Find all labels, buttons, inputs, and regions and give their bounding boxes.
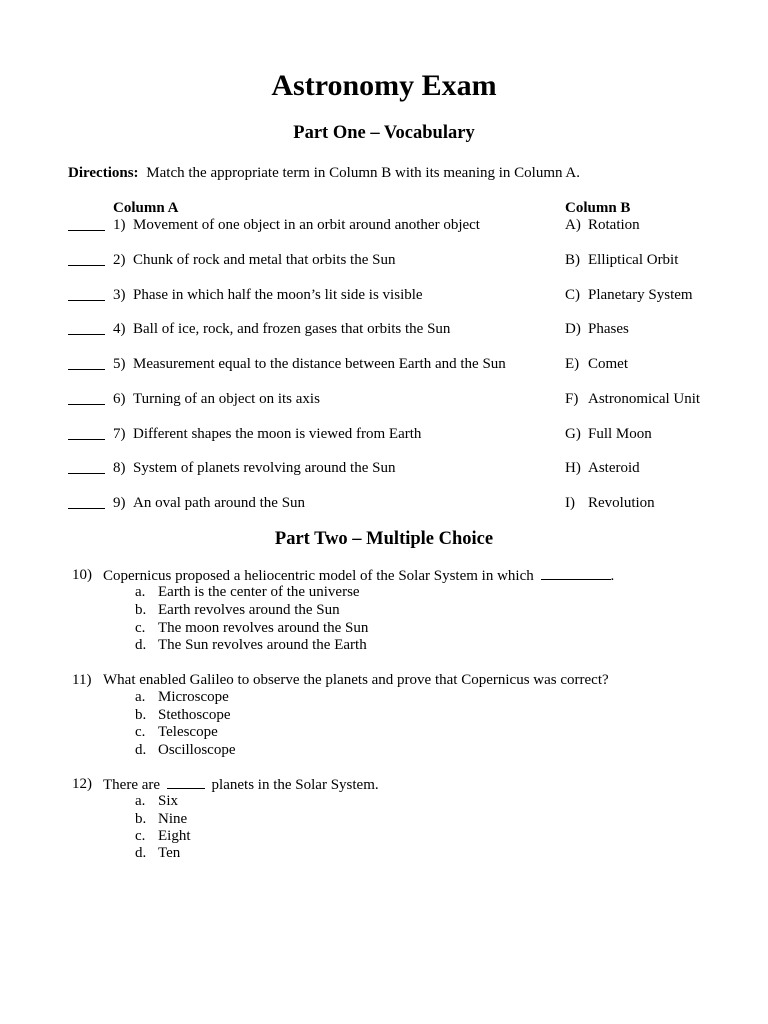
- answer-blank[interactable]: [68, 494, 105, 509]
- vocab-row: [0, 286, 768, 304]
- question-text-part: planets in the Solar System.: [211, 777, 379, 793]
- vocab-row: [0, 425, 768, 443]
- column-b-header: Column B: [565, 200, 631, 216]
- column-a-definition: Chunk of rock and metal that orbits the Sun: [133, 252, 396, 268]
- vocab-row: [0, 459, 768, 477]
- directions-text: Match the appropriate term in Column B with its meaning in Column A.: [146, 165, 580, 181]
- option-letter: d.: [135, 742, 147, 758]
- option-text: Stethoscope: [158, 707, 231, 723]
- option-a[interactable]: [0, 583, 768, 601]
- answer-blank[interactable]: [68, 286, 105, 301]
- option-letter: c.: [135, 620, 146, 636]
- answer-blank[interactable]: [68, 459, 105, 474]
- column-b-term: Astronomical Unit: [588, 391, 701, 407]
- option-letter: a.: [135, 793, 146, 809]
- vocab-row: [0, 216, 768, 234]
- vocab-row: [0, 251, 768, 269]
- option-b[interactable]: [0, 601, 768, 619]
- column-b-letter: C): [565, 287, 580, 303]
- question-text: What enabled Galileo to observe the planets and prove that Copernicus was correct?: [103, 672, 609, 688]
- column-b-term: Elliptical Orbit: [588, 252, 679, 268]
- column-b-term: Asteroid: [588, 460, 640, 476]
- option-b[interactable]: [0, 706, 768, 724]
- question-text-part: Copernicus proposed a heliocentric model of the Solar System in which: [103, 568, 534, 584]
- part-one-heading: Part One – Vocabulary: [293, 123, 475, 143]
- column-b-letter: B): [565, 252, 580, 268]
- column-b-term: Revolution: [588, 495, 655, 511]
- answer-blank[interactable]: [68, 320, 105, 335]
- option-text: Six: [158, 793, 179, 809]
- vocab-row: [0, 355, 768, 373]
- option-letter: d.: [135, 845, 147, 861]
- option-c[interactable]: [0, 619, 768, 637]
- column-b-letter: D): [565, 321, 581, 337]
- option-c[interactable]: [0, 827, 768, 845]
- item-number: 9): [113, 495, 126, 511]
- option-text: Earth is the center of the universe: [158, 584, 360, 600]
- column-b-letter: H): [565, 460, 581, 476]
- column-a-definition: Phase in which half the moon’s lit side is visible: [133, 287, 423, 303]
- option-text: Oscilloscope: [158, 742, 236, 758]
- answer-blank[interactable]: [68, 425, 105, 440]
- column-a-definition: Movement of one object in an orbit around another object: [133, 217, 480, 233]
- option-d[interactable]: [0, 844, 768, 862]
- item-number: 3): [113, 287, 126, 303]
- option-a[interactable]: [0, 792, 768, 810]
- column-b-letter: A): [565, 217, 581, 233]
- column-b-term: Phases: [588, 321, 629, 337]
- option-letter: b.: [135, 811, 147, 827]
- option-letter: a.: [135, 689, 146, 705]
- option-a[interactable]: [0, 688, 768, 706]
- option-text: The Sun revolves around the Earth: [158, 637, 367, 653]
- option-c[interactable]: [0, 723, 768, 741]
- option-b[interactable]: [0, 810, 768, 828]
- column-b-letter: E): [565, 356, 580, 372]
- column-a-definition: An oval path around the Sun: [133, 495, 306, 511]
- answer-blank[interactable]: [68, 251, 105, 266]
- answer-blank[interactable]: [68, 390, 105, 405]
- page-title: Astronomy Exam: [271, 69, 497, 102]
- column-a-definition: Different shapes the moon is viewed from Earth: [133, 426, 422, 442]
- option-d[interactable]: [0, 636, 768, 654]
- option-letter: c.: [135, 724, 146, 740]
- question-number: 12): [72, 776, 92, 792]
- vocab-row: [0, 494, 768, 512]
- column-a-definition: System of planets revolving around the Sun: [133, 460, 396, 476]
- vocab-row: [0, 390, 768, 408]
- column-a-header: Column A: [113, 200, 179, 216]
- option-text: Eight: [158, 828, 191, 844]
- column-b-term: Full Moon: [588, 426, 652, 442]
- directions-label: Directions:: [68, 165, 139, 181]
- option-letter: b.: [135, 707, 147, 723]
- option-text: Ten: [158, 845, 181, 861]
- column-b-letter: F): [565, 391, 579, 407]
- column-a-definition: Ball of ice, rock, and frozen gases that orbits the Sun: [133, 321, 451, 337]
- option-text: The moon revolves around the Sun: [158, 620, 369, 636]
- answer-blank[interactable]: [68, 355, 105, 370]
- answer-blank[interactable]: [541, 566, 611, 580]
- column-a-definition: Measurement equal to the distance between Earth and the Sun: [133, 356, 506, 372]
- column-b-letter: I): [565, 495, 575, 511]
- answer-blank[interactable]: [68, 216, 105, 231]
- column-b-letter: G): [565, 426, 581, 442]
- column-b-term: Rotation: [588, 217, 640, 233]
- option-letter: b.: [135, 602, 147, 618]
- column-b-term: Comet: [588, 356, 628, 372]
- option-text: Earth revolves around the Sun: [158, 602, 340, 618]
- answer-blank[interactable]: [167, 775, 205, 789]
- item-number: 1): [113, 217, 126, 233]
- option-text: Telescope: [158, 724, 218, 740]
- question-text-part: There are: [103, 777, 161, 793]
- option-letter: a.: [135, 584, 146, 600]
- item-number: 8): [113, 460, 126, 476]
- vocab-row: [0, 320, 768, 338]
- column-a-definition: Turning of an object on its axis: [133, 391, 320, 407]
- column-b-term: Planetary System: [588, 287, 693, 303]
- question-number: 11): [72, 672, 92, 688]
- directions: [68, 164, 580, 182]
- question-number: 10): [72, 567, 92, 583]
- item-number: 4): [113, 321, 126, 337]
- item-number: 2): [113, 252, 126, 268]
- option-letter: c.: [135, 828, 146, 844]
- part-two-heading: Part Two – Multiple Choice: [274, 529, 494, 549]
- option-d[interactable]: [0, 741, 768, 759]
- item-number: 5): [113, 356, 126, 372]
- option-letter: d.: [135, 637, 147, 653]
- item-number: 6): [113, 391, 126, 407]
- item-number: 7): [113, 426, 126, 442]
- question-text-part: .: [610, 568, 615, 584]
- option-text: Microscope: [158, 689, 229, 705]
- option-text: Nine: [158, 811, 188, 827]
